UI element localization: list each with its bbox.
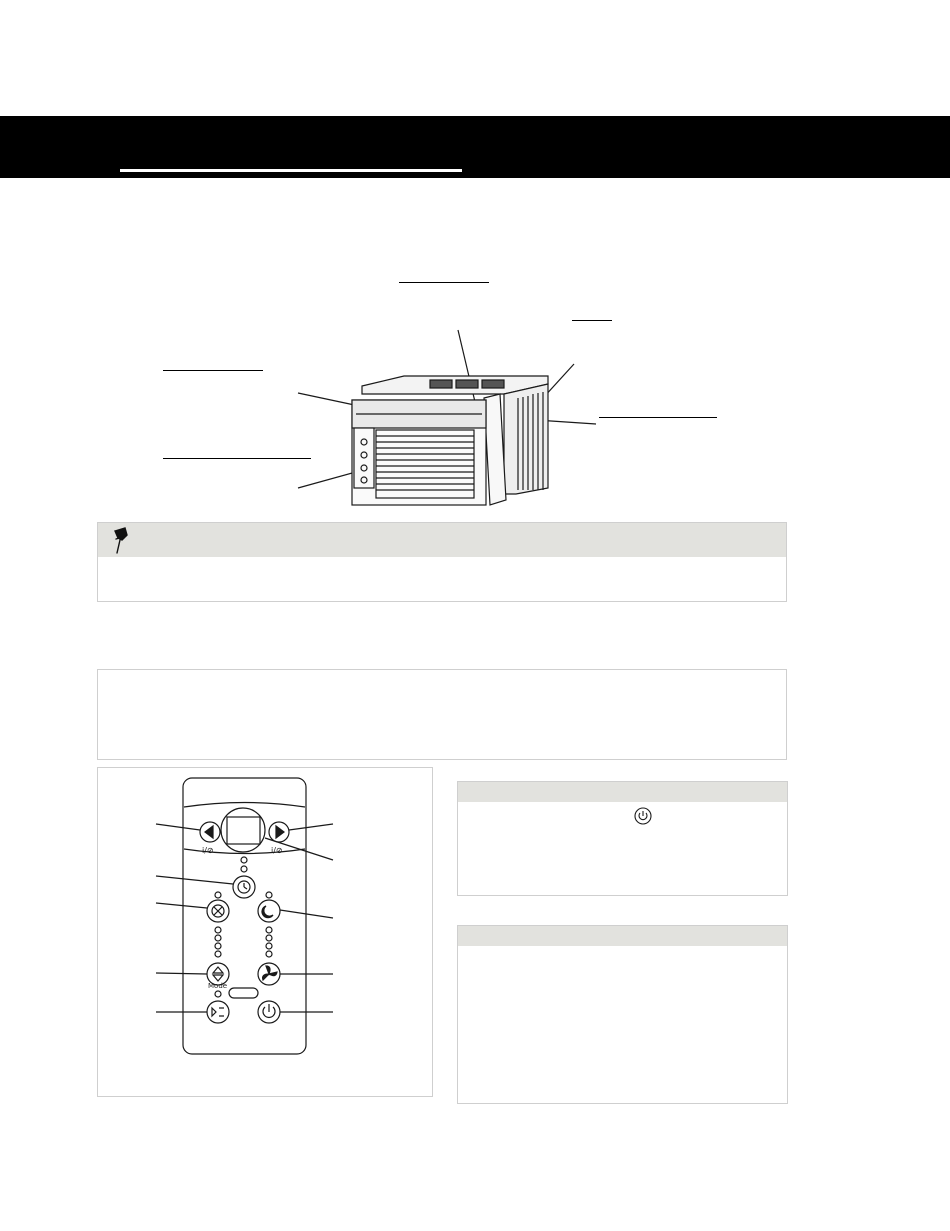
info-box-second: [457, 925, 788, 1104]
info-box-power: [457, 781, 788, 896]
svg-text:i/⊘: i/⊘: [271, 846, 283, 855]
info-box-second-header: [458, 926, 787, 946]
info-box-power-header: [458, 782, 787, 802]
svg-text:i/⊘: i/⊘: [202, 846, 214, 855]
mode-button-label: Mode: [208, 982, 228, 990]
power-icon: [633, 806, 653, 826]
